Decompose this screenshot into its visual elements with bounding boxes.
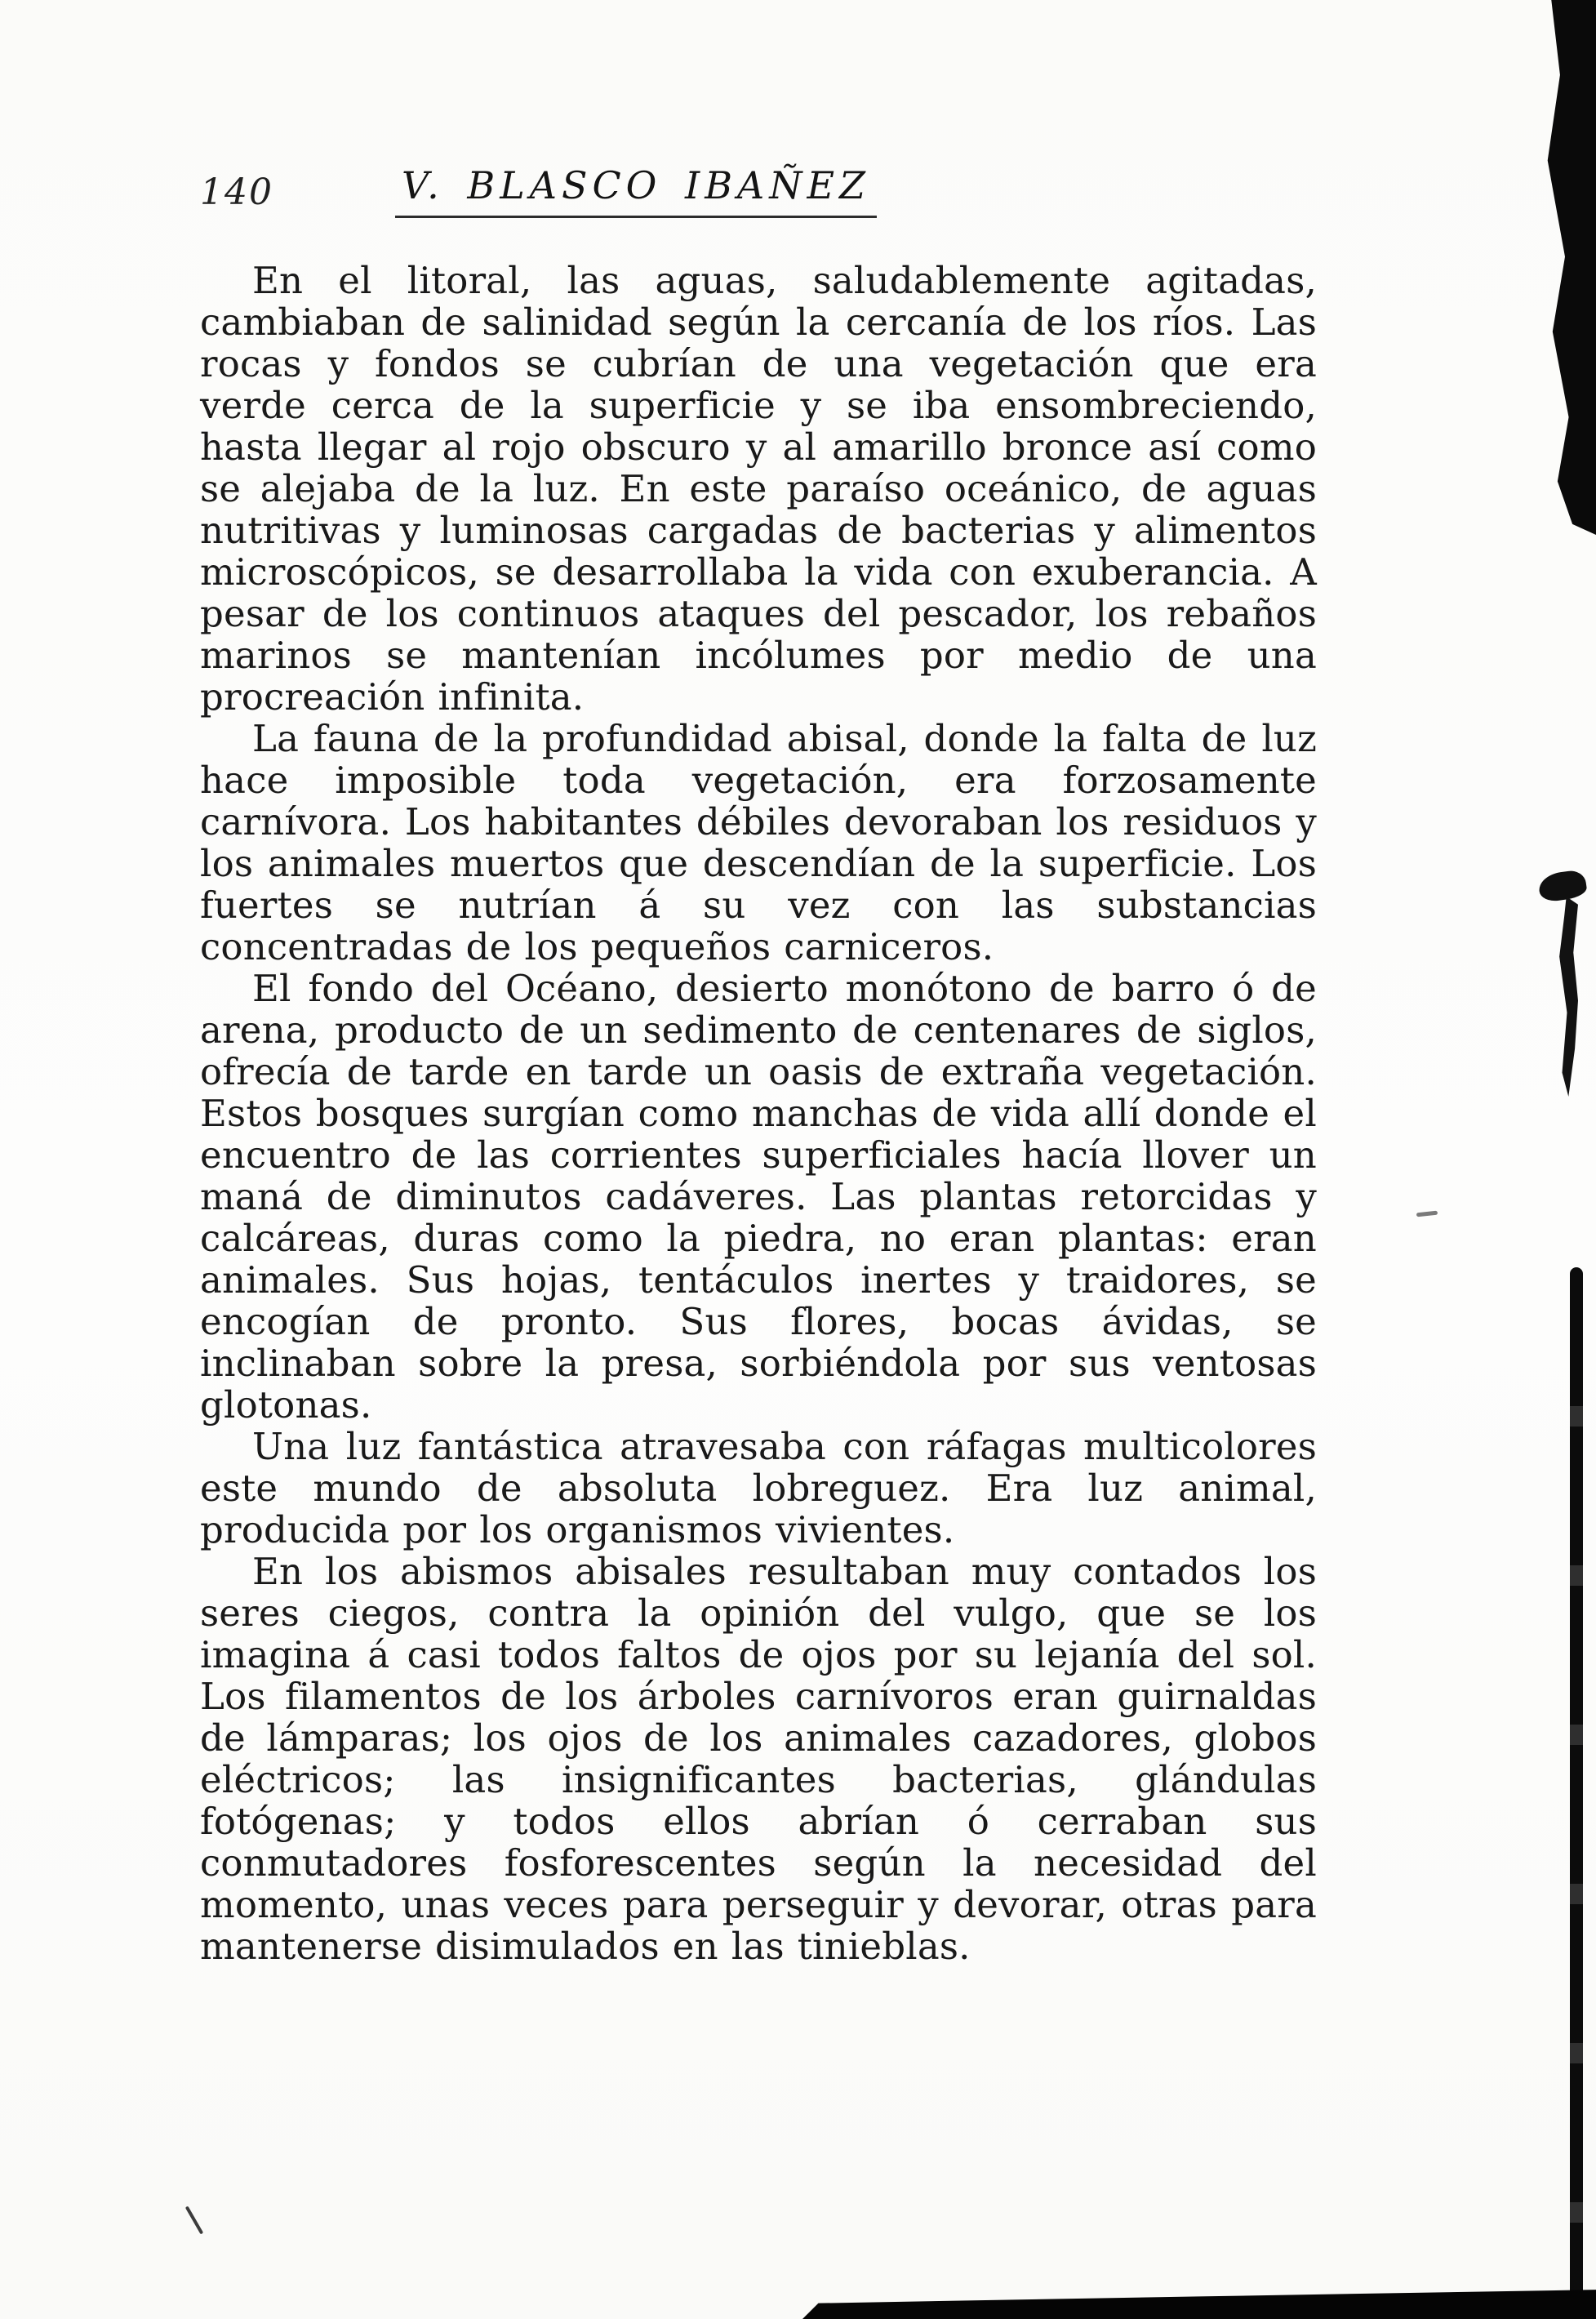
text-block	[200, 163, 1317, 1967]
paragraph-5: En los abismos abisales resultaban muy contados los seres ciegos, contra la opinión del vulgo, que se los imagina á casi todos faltos de ojos por su lejanía del sol. Los filamentos de los árboles carnívoros eran guirnaldas de lámparas; los ojos de los animales cazadores, globos eléctricos; las insignificantes bacterias, glándulas fotógenas; y todos ellos abrían ó cerraban sus conmutadores fosforescentes según la necesidad del momento, unas veces para perseguir y devorar, otras para mantenerse disimulados en las tinieblas.	[200, 1550, 1317, 1968]
page-header	[200, 163, 1317, 245]
page-number: 140	[200, 171, 273, 213]
scan-artifact-dash	[1416, 1211, 1438, 1217]
paragraph-3: El fondo del Océano, desierto monótono de barro ó de arena, producto de un sedimento de centenares de siglos, ofrecía de tarde en tarde un oasis de extraña vegetación. Estos bosques surgían como manchas de vida allí donde el encuentro de las corrientes superficiales hacía llover un maná de diminutos cadáveres. Las plantas retorcidas y calcáreas, duras como la piedra, no eran plantas: eran animales. Sus hojas, tentáculos inertes y traidores, se encogían de pronto. Sus flores, bocas ávidas, se inclinaban sobre la presa, sorbiéndola por sus ventosas glotonas.	[200, 967, 1317, 1427]
scan-artifact-right-blob-top	[1537, 869, 1588, 903]
running-title: V. BLASCO IBAÑEZ	[395, 163, 877, 218]
paragraph-1: En el litoral, las aguas, saludablemente agitadas, cambiaban de salinidad según la cercanía de los ríos. Las rocas y fondos se cubrían de una vegetación que era verde cerca de la superficie y se iba ensombreciendo, hasta llegar al rojo obscuro y al amarillo bronce así como se alejaba de la luz. En este paraíso oceánico, de aguas nutritivas y luminosas cargadas de bacterias y alimentos microscópicos, se desarrollaba la vida con exuberancia. A pesar de los continuos ataques del pescador, los rebaños marinos se mantenían incólumes por medio de una procreación infinita.	[200, 259, 1317, 719]
scan-artifact-top-right	[1534, 0, 1596, 535]
pen-mark	[185, 2206, 203, 2235]
paragraph-2: La fauna de la profundidad abisal, donde la falta de luz hace imposible toda vegetación, era forzosamente carnívora. Los habitantes débiles devoraban los residuos y los animales muertos que descendían de la superficie. Los fuertes se nutrían á su vez con las substancias concentradas de los pequeños carniceros.	[200, 717, 1317, 968]
scan-artifact-right-streak	[1570, 1267, 1583, 2319]
paragraph-4: Una luz fantástica atravesaba con ráfagas multicolores este mundo de absoluta lobreguez. Era luz animal, producida por los organismos vivientes.	[200, 1425, 1317, 1551]
scan-artifact-right-blob	[1557, 897, 1578, 1097]
scan-artifact-bottom-bar	[802, 2281, 1596, 2319]
